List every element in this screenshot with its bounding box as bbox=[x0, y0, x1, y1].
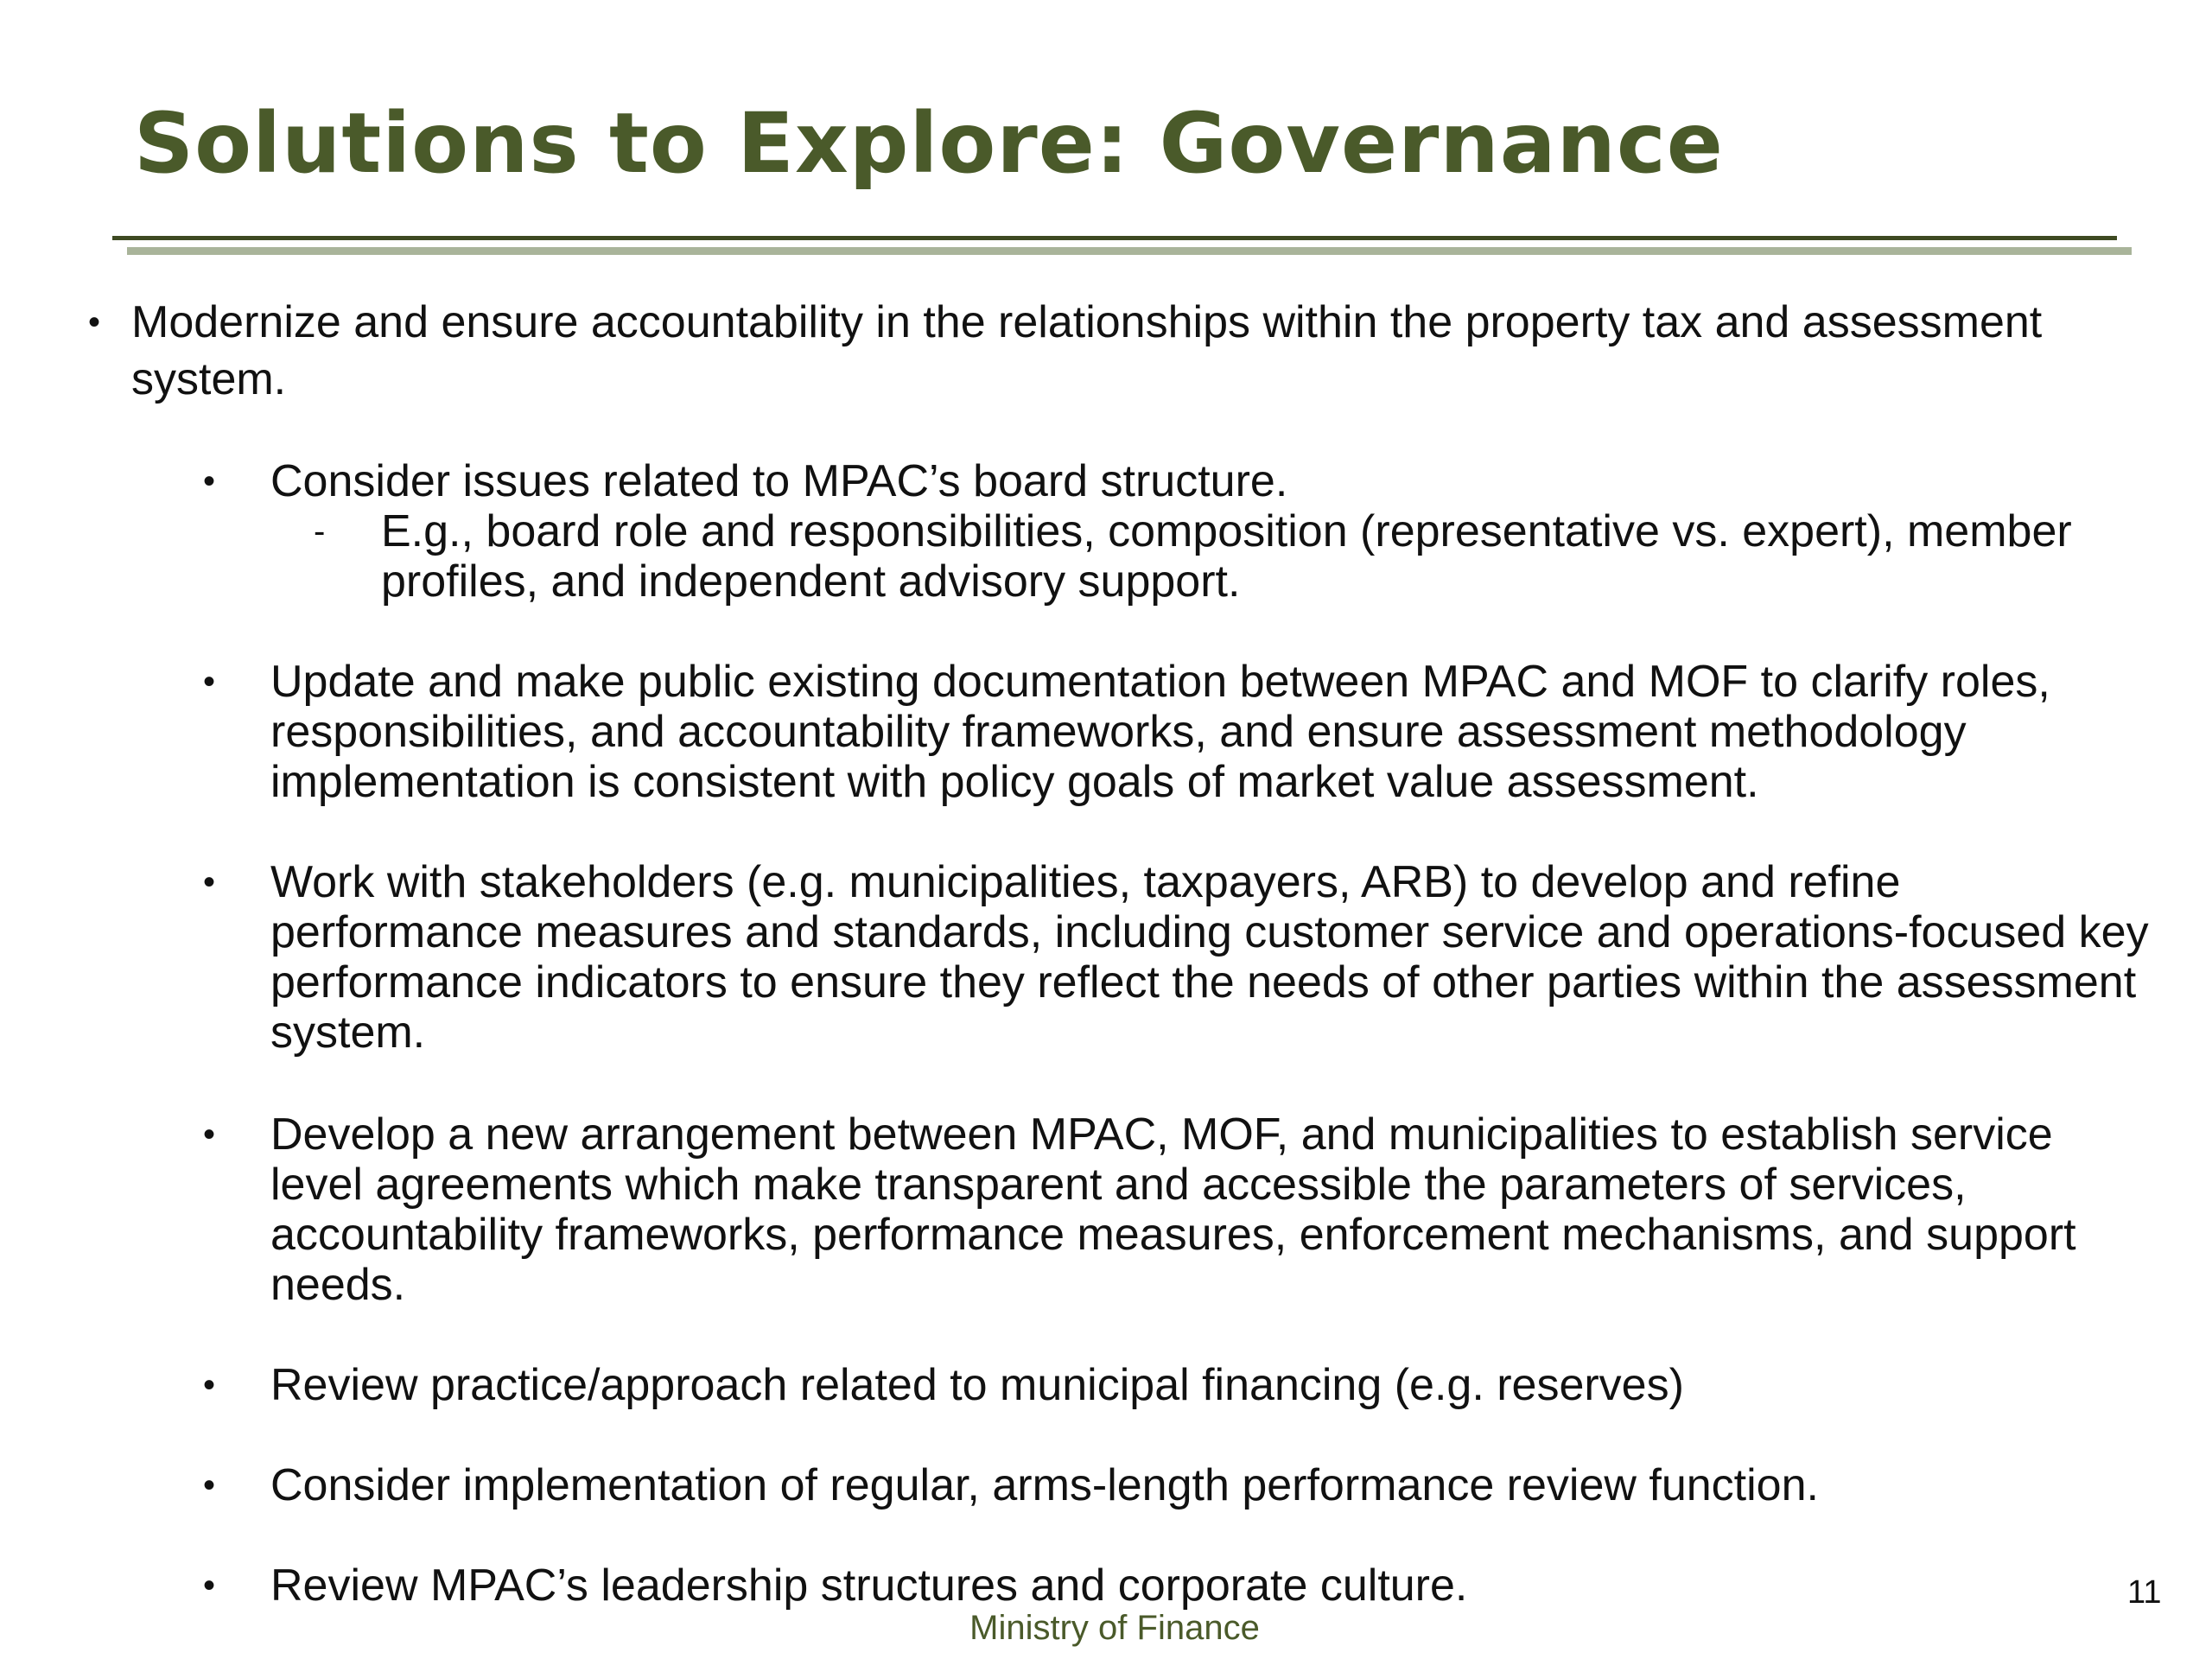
bullet-text: Work with stakeholders (e.g. municipalities, taxpayers, ARB) to develop and refine performance measures and standards, including customer service and operations-focused key performance indicators to ensure they reflect the needs of other parties within the assessment system. bbox=[270, 857, 2149, 1058]
bullet-text: Develop a new arrangement between MPAC, MOF, and municipalities to establish service level agreements which make transparent and accessible the parameters of services, accountability frameworks, performance measures, enforcement mechanisms, and support needs. bbox=[270, 1109, 2076, 1310]
bullet-text: Consider issues related to MPAC’s board structure. bbox=[270, 456, 1288, 506]
sub-bullet-performance-review bbox=[203, 1460, 2154, 1510]
bullet-marker: • bbox=[203, 1116, 216, 1154]
sub-bullet-stakeholders bbox=[203, 857, 2154, 1058]
bullet-marker: • bbox=[203, 462, 216, 500]
sub-bullet-leadership bbox=[203, 1560, 2154, 1611]
dash-text: E.g., board role and responsibilities, composition (representative vs. expert), member profiles, and independent advisory support. bbox=[381, 506, 2072, 607]
sub-bullet-municipal-financing bbox=[203, 1360, 2154, 1410]
sub-bullet-documentation bbox=[203, 657, 2154, 807]
sub-bullet-new-arrangement bbox=[203, 1109, 2154, 1310]
bullet-text: Modernize and ensure accountability in the relationships within the property tax and assessment system. bbox=[131, 297, 2043, 404]
slide-title: Solutions to Explore: Governance bbox=[134, 95, 1724, 192]
footer-ministry: Ministry of Finance bbox=[969, 1609, 1260, 1647]
bullet-text: Update and make public existing documentation between MPAC and MOF to clarify roles, responsibilities, and accountability frameworks, and ensure assessment methodology implementation is consistent with policy goals of market value assessment. bbox=[270, 657, 2050, 807]
bullet-modernize bbox=[88, 294, 2119, 408]
bullet-text: Review practice/approach related to municipal financing (e.g. reserves) bbox=[270, 1360, 1684, 1410]
dash-marker: - bbox=[314, 512, 326, 550]
bullet-marker: • bbox=[203, 663, 216, 701]
dash-item-board-examples bbox=[314, 506, 2144, 607]
page-number: 11 bbox=[2127, 1574, 2162, 1611]
title-divider-light bbox=[127, 247, 2132, 255]
title-divider-dark bbox=[112, 236, 2117, 240]
bullet-marker: • bbox=[203, 1366, 216, 1404]
bullet-marker: • bbox=[203, 863, 216, 901]
bullet-marker: • bbox=[88, 303, 101, 341]
bullet-marker: • bbox=[203, 1466, 216, 1504]
bullet-marker: • bbox=[203, 1567, 216, 1605]
bullet-text: Review MPAC’s leadership structures and corporate culture. bbox=[270, 1560, 1468, 1611]
bullet-text: Consider implementation of regular, arms-length performance review function. bbox=[270, 1460, 1819, 1510]
sub-bullet-board-structure bbox=[203, 456, 2154, 506]
